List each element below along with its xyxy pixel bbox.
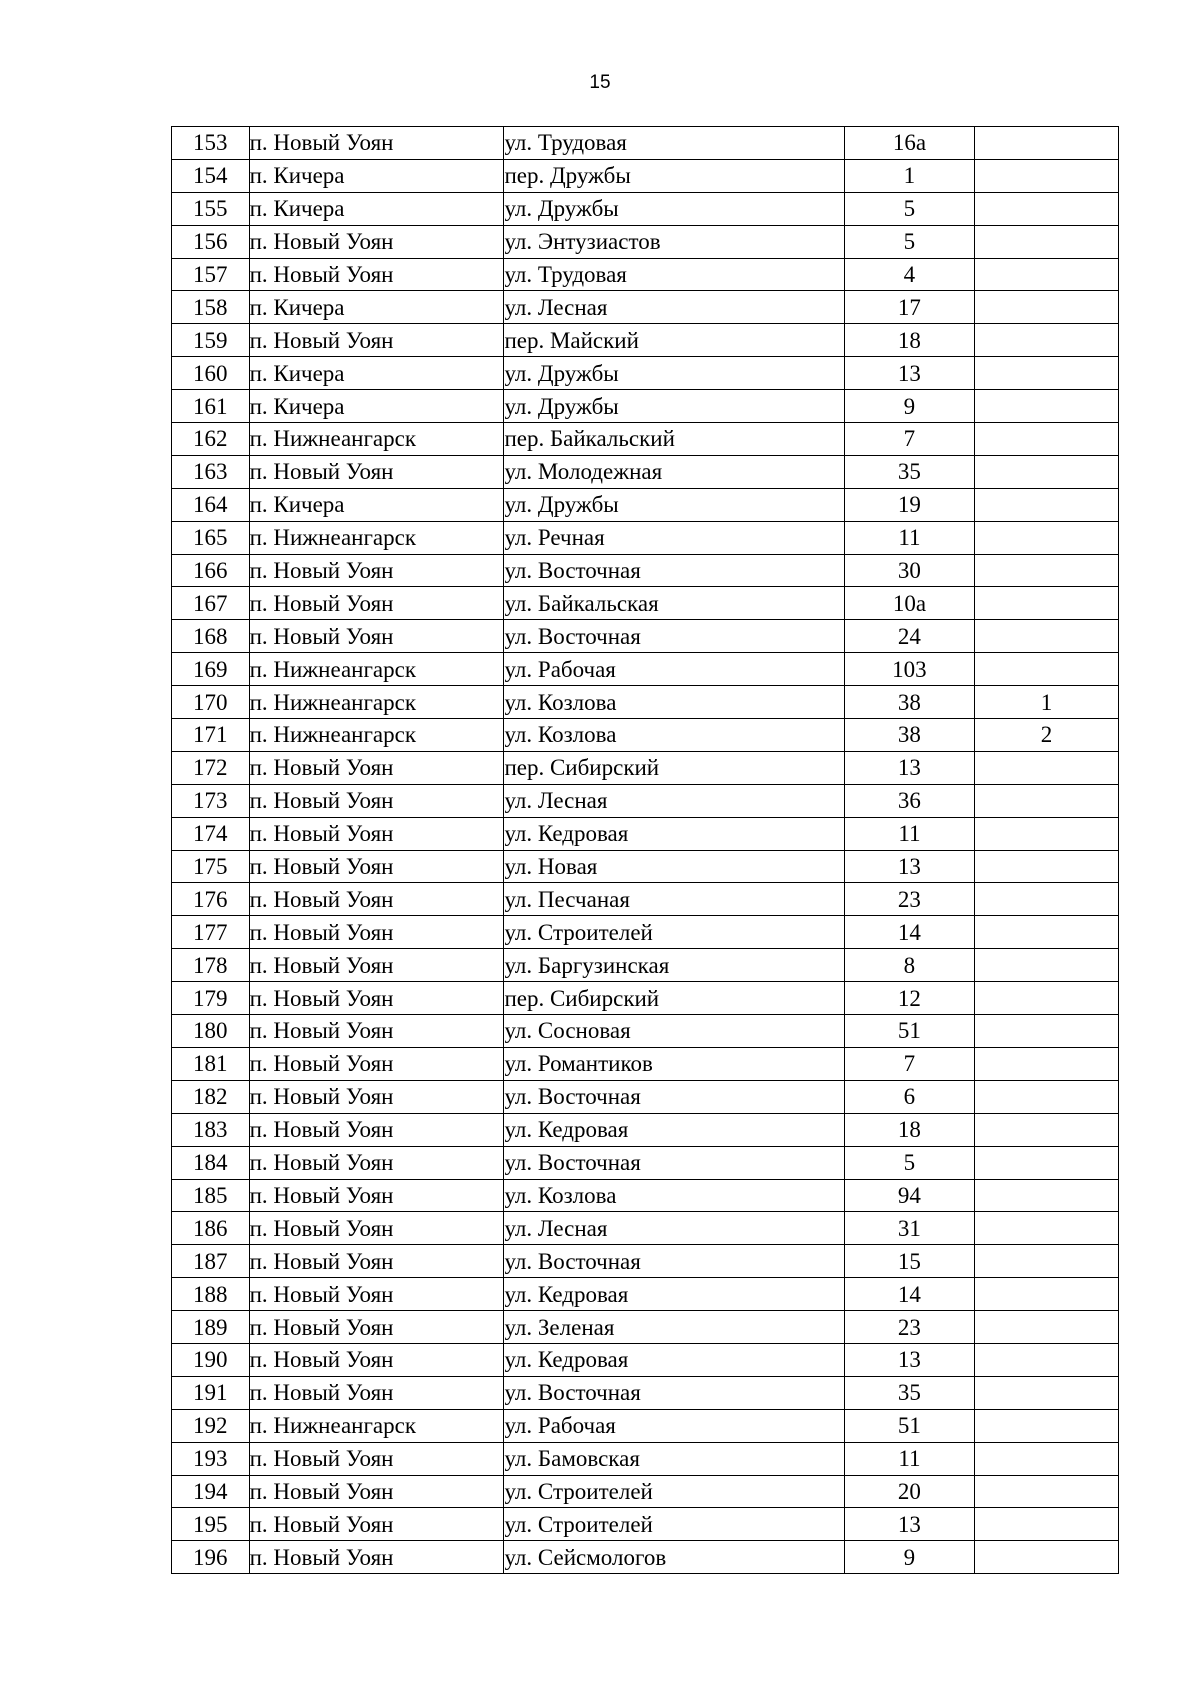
street-cell: ул. Новая [504, 850, 845, 883]
street-cell: ул. Строителей [504, 1475, 845, 1508]
street-cell: ул. Романтиков [504, 1047, 845, 1080]
house-number-cell: 9 [844, 390, 974, 423]
table-row [172, 686, 1119, 719]
locality-cell: п. Кичера [249, 488, 504, 521]
row-number-cell: 182 [172, 1080, 250, 1113]
locality-cell: п. Новый Уоян [249, 1541, 504, 1574]
locality-cell: п. Новый Уоян [249, 554, 504, 587]
locality-cell: п. Нижнеангарск [249, 1409, 504, 1442]
apartment-cell [974, 817, 1118, 850]
locality-cell: п. Новый Уоян [249, 1508, 504, 1541]
apartment-cell [974, 982, 1118, 1015]
table-row [172, 916, 1119, 949]
apartment-cell [974, 521, 1118, 554]
house-number-cell: 11 [844, 1442, 974, 1475]
house-number-cell: 103 [844, 653, 974, 686]
table-row [172, 719, 1119, 752]
locality-cell: п. Новый Уоян [249, 916, 504, 949]
apartment-cell [974, 455, 1118, 488]
house-number-cell: 16а [844, 127, 974, 160]
street-cell: ул. Дружбы [504, 357, 845, 390]
row-number-cell: 153 [172, 127, 250, 160]
apartment-cell [974, 1343, 1118, 1376]
table-row [172, 1080, 1119, 1113]
row-number-cell: 169 [172, 653, 250, 686]
locality-cell: п. Новый Уоян [249, 1047, 504, 1080]
locality-cell: п. Новый Уоян [249, 1343, 504, 1376]
house-number-cell: 51 [844, 1015, 974, 1048]
apartment-cell [974, 1541, 1118, 1574]
row-number-cell: 166 [172, 554, 250, 587]
street-cell: пер. Байкальский [504, 423, 845, 456]
street-cell: пер. Сибирский [504, 751, 845, 784]
table-row [172, 1146, 1119, 1179]
apartment-cell [974, 1475, 1118, 1508]
house-number-cell: 10а [844, 587, 974, 620]
apartment-cell [974, 1409, 1118, 1442]
house-number-cell: 7 [844, 1047, 974, 1080]
house-number-cell: 5 [844, 192, 974, 225]
page-number: 15 [589, 72, 611, 93]
table-row [172, 1442, 1119, 1475]
house-number-cell: 6 [844, 1080, 974, 1113]
row-number-cell: 170 [172, 686, 250, 719]
street-cell: ул. Лесная [504, 784, 845, 817]
house-number-cell: 20 [844, 1475, 974, 1508]
street-cell: ул. Дружбы [504, 488, 845, 521]
row-number-cell: 165 [172, 521, 250, 554]
apartment-cell [974, 1015, 1118, 1048]
apartment-cell: 1 [974, 686, 1118, 719]
row-number-cell: 191 [172, 1376, 250, 1409]
house-number-cell: 94 [844, 1179, 974, 1212]
street-cell: ул. Восточная [504, 1376, 845, 1409]
table-row [172, 1245, 1119, 1278]
street-cell: ул. Сейсмологов [504, 1541, 845, 1574]
locality-cell: п. Новый Уоян [249, 883, 504, 916]
apartment-cell [974, 620, 1118, 653]
locality-cell: п. Новый Уоян [249, 1475, 504, 1508]
table-row [172, 1179, 1119, 1212]
apartment-cell [974, 587, 1118, 620]
apartment-cell [974, 1047, 1118, 1080]
apartment-cell [974, 1146, 1118, 1179]
table-row [172, 521, 1119, 554]
row-number-cell: 185 [172, 1179, 250, 1212]
house-number-cell: 30 [844, 554, 974, 587]
street-cell: ул. Сосновая [504, 1015, 845, 1048]
street-cell: ул. Дружбы [504, 192, 845, 225]
row-number-cell: 175 [172, 850, 250, 883]
table-row [172, 258, 1119, 291]
table-row [172, 554, 1119, 587]
row-number-cell: 189 [172, 1311, 250, 1344]
row-number-cell: 179 [172, 982, 250, 1015]
locality-cell: п. Новый Уоян [249, 817, 504, 850]
locality-cell: п. Кичера [249, 192, 504, 225]
locality-cell: п. Кичера [249, 159, 504, 192]
row-number-cell: 173 [172, 784, 250, 817]
row-number-cell: 180 [172, 1015, 250, 1048]
table-row [172, 751, 1119, 784]
apartment-cell [974, 1179, 1118, 1212]
row-number-cell: 171 [172, 719, 250, 752]
locality-cell: п. Кичера [249, 291, 504, 324]
table-row [172, 1343, 1119, 1376]
apartment-cell [974, 1245, 1118, 1278]
apartment-cell [974, 751, 1118, 784]
locality-cell: п. Новый Уоян [249, 1015, 504, 1048]
table-row [172, 291, 1119, 324]
street-cell: ул. Восточная [504, 1245, 845, 1278]
locality-cell: п. Новый Уоян [249, 225, 504, 258]
apartment-cell [974, 192, 1118, 225]
row-number-cell: 177 [172, 916, 250, 949]
row-number-cell: 161 [172, 390, 250, 423]
row-number-cell: 164 [172, 488, 250, 521]
apartment-cell [974, 916, 1118, 949]
locality-cell: п. Кичера [249, 390, 504, 423]
table-row [172, 817, 1119, 850]
apartment-cell [974, 554, 1118, 587]
table-row [172, 784, 1119, 817]
row-number-cell: 187 [172, 1245, 250, 1278]
table-row [172, 1376, 1119, 1409]
address-table [171, 126, 1119, 1574]
house-number-cell: 1 [844, 159, 974, 192]
locality-cell: п. Новый Уоян [249, 949, 504, 982]
locality-cell: п. Новый Уоян [249, 587, 504, 620]
street-cell: ул. Восточная [504, 1146, 845, 1179]
house-number-cell: 38 [844, 686, 974, 719]
house-number-cell: 4 [844, 258, 974, 291]
street-cell: ул. Бамовская [504, 1442, 845, 1475]
apartment-cell [974, 488, 1118, 521]
house-number-cell: 36 [844, 784, 974, 817]
street-cell: пер. Майский [504, 324, 845, 357]
apartment-cell [974, 225, 1118, 258]
row-number-cell: 172 [172, 751, 250, 784]
house-number-cell: 23 [844, 883, 974, 916]
street-cell: ул. Энтузиастов [504, 225, 845, 258]
apartment-cell [974, 291, 1118, 324]
apartment-cell [974, 949, 1118, 982]
locality-cell: п. Новый Уоян [249, 1278, 504, 1311]
locality-cell: п. Новый Уоян [249, 850, 504, 883]
row-number-cell: 186 [172, 1212, 250, 1245]
locality-cell: п. Новый Уоян [249, 1080, 504, 1113]
house-number-cell: 11 [844, 817, 974, 850]
locality-cell: п. Нижнеангарск [249, 653, 504, 686]
row-number-cell: 154 [172, 159, 250, 192]
locality-cell: п. Новый Уоян [249, 1376, 504, 1409]
locality-cell: п. Новый Уоян [249, 1179, 504, 1212]
street-cell: ул. Молодежная [504, 455, 845, 488]
street-cell: ул. Лесная [504, 1212, 845, 1245]
row-number-cell: 163 [172, 455, 250, 488]
house-number-cell: 23 [844, 1311, 974, 1344]
apartment-cell [974, 653, 1118, 686]
street-cell: ул. Песчаная [504, 883, 845, 916]
street-cell: ул. Строителей [504, 916, 845, 949]
street-cell: ул. Кедровая [504, 817, 845, 850]
street-cell: ул. Кедровая [504, 1343, 845, 1376]
table-row [172, 1475, 1119, 1508]
house-number-cell: 35 [844, 455, 974, 488]
table-row [172, 1541, 1119, 1574]
house-number-cell: 17 [844, 291, 974, 324]
apartment-cell: 2 [974, 719, 1118, 752]
table-row [172, 1409, 1119, 1442]
house-number-cell: 18 [844, 1113, 974, 1146]
house-number-cell: 13 [844, 751, 974, 784]
table-row [172, 225, 1119, 258]
street-cell: ул. Баргузинская [504, 949, 845, 982]
street-cell: пер. Сибирский [504, 982, 845, 1015]
row-number-cell: 184 [172, 1146, 250, 1179]
street-cell: ул. Козлова [504, 686, 845, 719]
row-number-cell: 159 [172, 324, 250, 357]
row-number-cell: 155 [172, 192, 250, 225]
street-cell: пер. Дружбы [504, 159, 845, 192]
locality-cell: п. Новый Уоян [249, 751, 504, 784]
row-number-cell: 174 [172, 817, 250, 850]
apartment-cell [974, 324, 1118, 357]
house-number-cell: 9 [844, 1541, 974, 1574]
house-number-cell: 5 [844, 1146, 974, 1179]
row-number-cell: 162 [172, 423, 250, 456]
house-number-cell: 5 [844, 225, 974, 258]
street-cell: ул. Лесная [504, 291, 845, 324]
locality-cell: п. Новый Уоян [249, 620, 504, 653]
locality-cell: п. Нижнеангарск [249, 719, 504, 752]
apartment-cell [974, 258, 1118, 291]
locality-cell: п. Кичера [249, 357, 504, 390]
house-number-cell: 12 [844, 982, 974, 1015]
street-cell: ул. Кедровая [504, 1113, 845, 1146]
house-number-cell: 7 [844, 423, 974, 456]
house-number-cell: 19 [844, 488, 974, 521]
table-row [172, 1311, 1119, 1344]
street-cell: ул. Козлова [504, 1179, 845, 1212]
row-number-cell: 168 [172, 620, 250, 653]
house-number-cell: 24 [844, 620, 974, 653]
street-cell: ул. Трудовая [504, 258, 845, 291]
locality-cell: п. Новый Уоян [249, 1212, 504, 1245]
street-cell: ул. Зеленая [504, 1311, 845, 1344]
street-cell: ул. Рабочая [504, 1409, 845, 1442]
table-row [172, 1508, 1119, 1541]
table-row [172, 192, 1119, 225]
house-number-cell: 13 [844, 1508, 974, 1541]
apartment-cell [974, 1080, 1118, 1113]
locality-cell: п. Нижнеангарск [249, 686, 504, 719]
locality-cell: п. Новый Уоян [249, 784, 504, 817]
street-cell: ул. Байкальская [504, 587, 845, 620]
row-number-cell: 157 [172, 258, 250, 291]
apartment-cell [974, 850, 1118, 883]
locality-cell: п. Новый Уоян [249, 982, 504, 1015]
street-cell: ул. Строителей [504, 1508, 845, 1541]
row-number-cell: 190 [172, 1343, 250, 1376]
apartment-cell [974, 1113, 1118, 1146]
row-number-cell: 178 [172, 949, 250, 982]
house-number-cell: 31 [844, 1212, 974, 1245]
locality-cell: п. Новый Уоян [249, 1245, 504, 1278]
house-number-cell: 35 [844, 1376, 974, 1409]
house-number-cell: 13 [844, 357, 974, 390]
table-row [172, 1047, 1119, 1080]
row-number-cell: 167 [172, 587, 250, 620]
street-cell: ул. Восточная [504, 1080, 845, 1113]
street-cell: ул. Восточная [504, 554, 845, 587]
row-number-cell: 183 [172, 1113, 250, 1146]
apartment-cell [974, 159, 1118, 192]
apartment-cell [974, 127, 1118, 160]
locality-cell: п. Нижнеангарск [249, 423, 504, 456]
table-row [172, 1212, 1119, 1245]
table-row [172, 159, 1119, 192]
apartment-cell [974, 784, 1118, 817]
house-number-cell: 38 [844, 719, 974, 752]
row-number-cell: 188 [172, 1278, 250, 1311]
apartment-cell [974, 423, 1118, 456]
street-cell: ул. Восточная [504, 620, 845, 653]
house-number-cell: 11 [844, 521, 974, 554]
table-row [172, 653, 1119, 686]
house-number-cell: 13 [844, 850, 974, 883]
table-row [172, 390, 1119, 423]
row-number-cell: 196 [172, 1541, 250, 1574]
table-row [172, 620, 1119, 653]
street-cell: ул. Трудовая [504, 127, 845, 160]
table-row [172, 357, 1119, 390]
locality-cell: п. Нижнеангарск [249, 521, 504, 554]
apartment-cell [974, 390, 1118, 423]
apartment-cell [974, 1212, 1118, 1245]
row-number-cell: 192 [172, 1409, 250, 1442]
house-number-cell: 14 [844, 1278, 974, 1311]
house-number-cell: 51 [844, 1409, 974, 1442]
row-number-cell: 195 [172, 1508, 250, 1541]
row-number-cell: 158 [172, 291, 250, 324]
apartment-cell [974, 357, 1118, 390]
row-number-cell: 156 [172, 225, 250, 258]
house-number-cell: 8 [844, 949, 974, 982]
street-cell: ул. Кедровая [504, 1278, 845, 1311]
street-cell: ул. Козлова [504, 719, 845, 752]
table-row [172, 883, 1119, 916]
table-row [172, 982, 1119, 1015]
table-row [172, 949, 1119, 982]
locality-cell: п. Новый Уоян [249, 1146, 504, 1179]
street-cell: ул. Дружбы [504, 390, 845, 423]
locality-cell: п. Новый Уоян [249, 1113, 504, 1146]
row-number-cell: 181 [172, 1047, 250, 1080]
table-row [172, 455, 1119, 488]
table-row [172, 324, 1119, 357]
apartment-cell [974, 1376, 1118, 1409]
table-row [172, 127, 1119, 160]
locality-cell: п. Новый Уоян [249, 1311, 504, 1344]
table-row [172, 850, 1119, 883]
table-row [172, 1113, 1119, 1146]
table-row [172, 423, 1119, 456]
house-number-cell: 14 [844, 916, 974, 949]
row-number-cell: 194 [172, 1475, 250, 1508]
locality-cell: п. Новый Уоян [249, 258, 504, 291]
row-number-cell: 176 [172, 883, 250, 916]
table-row [172, 587, 1119, 620]
house-number-cell: 13 [844, 1343, 974, 1376]
locality-cell: п. Новый Уоян [249, 324, 504, 357]
locality-cell: п. Новый Уоян [249, 1442, 504, 1475]
row-number-cell: 160 [172, 357, 250, 390]
house-number-cell: 15 [844, 1245, 974, 1278]
apartment-cell [974, 1442, 1118, 1475]
apartment-cell [974, 1508, 1118, 1541]
street-cell: ул. Речная [504, 521, 845, 554]
row-number-cell: 193 [172, 1442, 250, 1475]
house-number-cell: 18 [844, 324, 974, 357]
apartment-cell [974, 1278, 1118, 1311]
street-cell: ул. Рабочая [504, 653, 845, 686]
apartment-cell [974, 883, 1118, 916]
table-row [172, 1278, 1119, 1311]
table-row [172, 488, 1119, 521]
table-row [172, 1015, 1119, 1048]
locality-cell: п. Новый Уоян [249, 127, 504, 160]
locality-cell: п. Новый Уоян [249, 455, 504, 488]
address-table-body [172, 127, 1119, 1574]
apartment-cell [974, 1311, 1118, 1344]
